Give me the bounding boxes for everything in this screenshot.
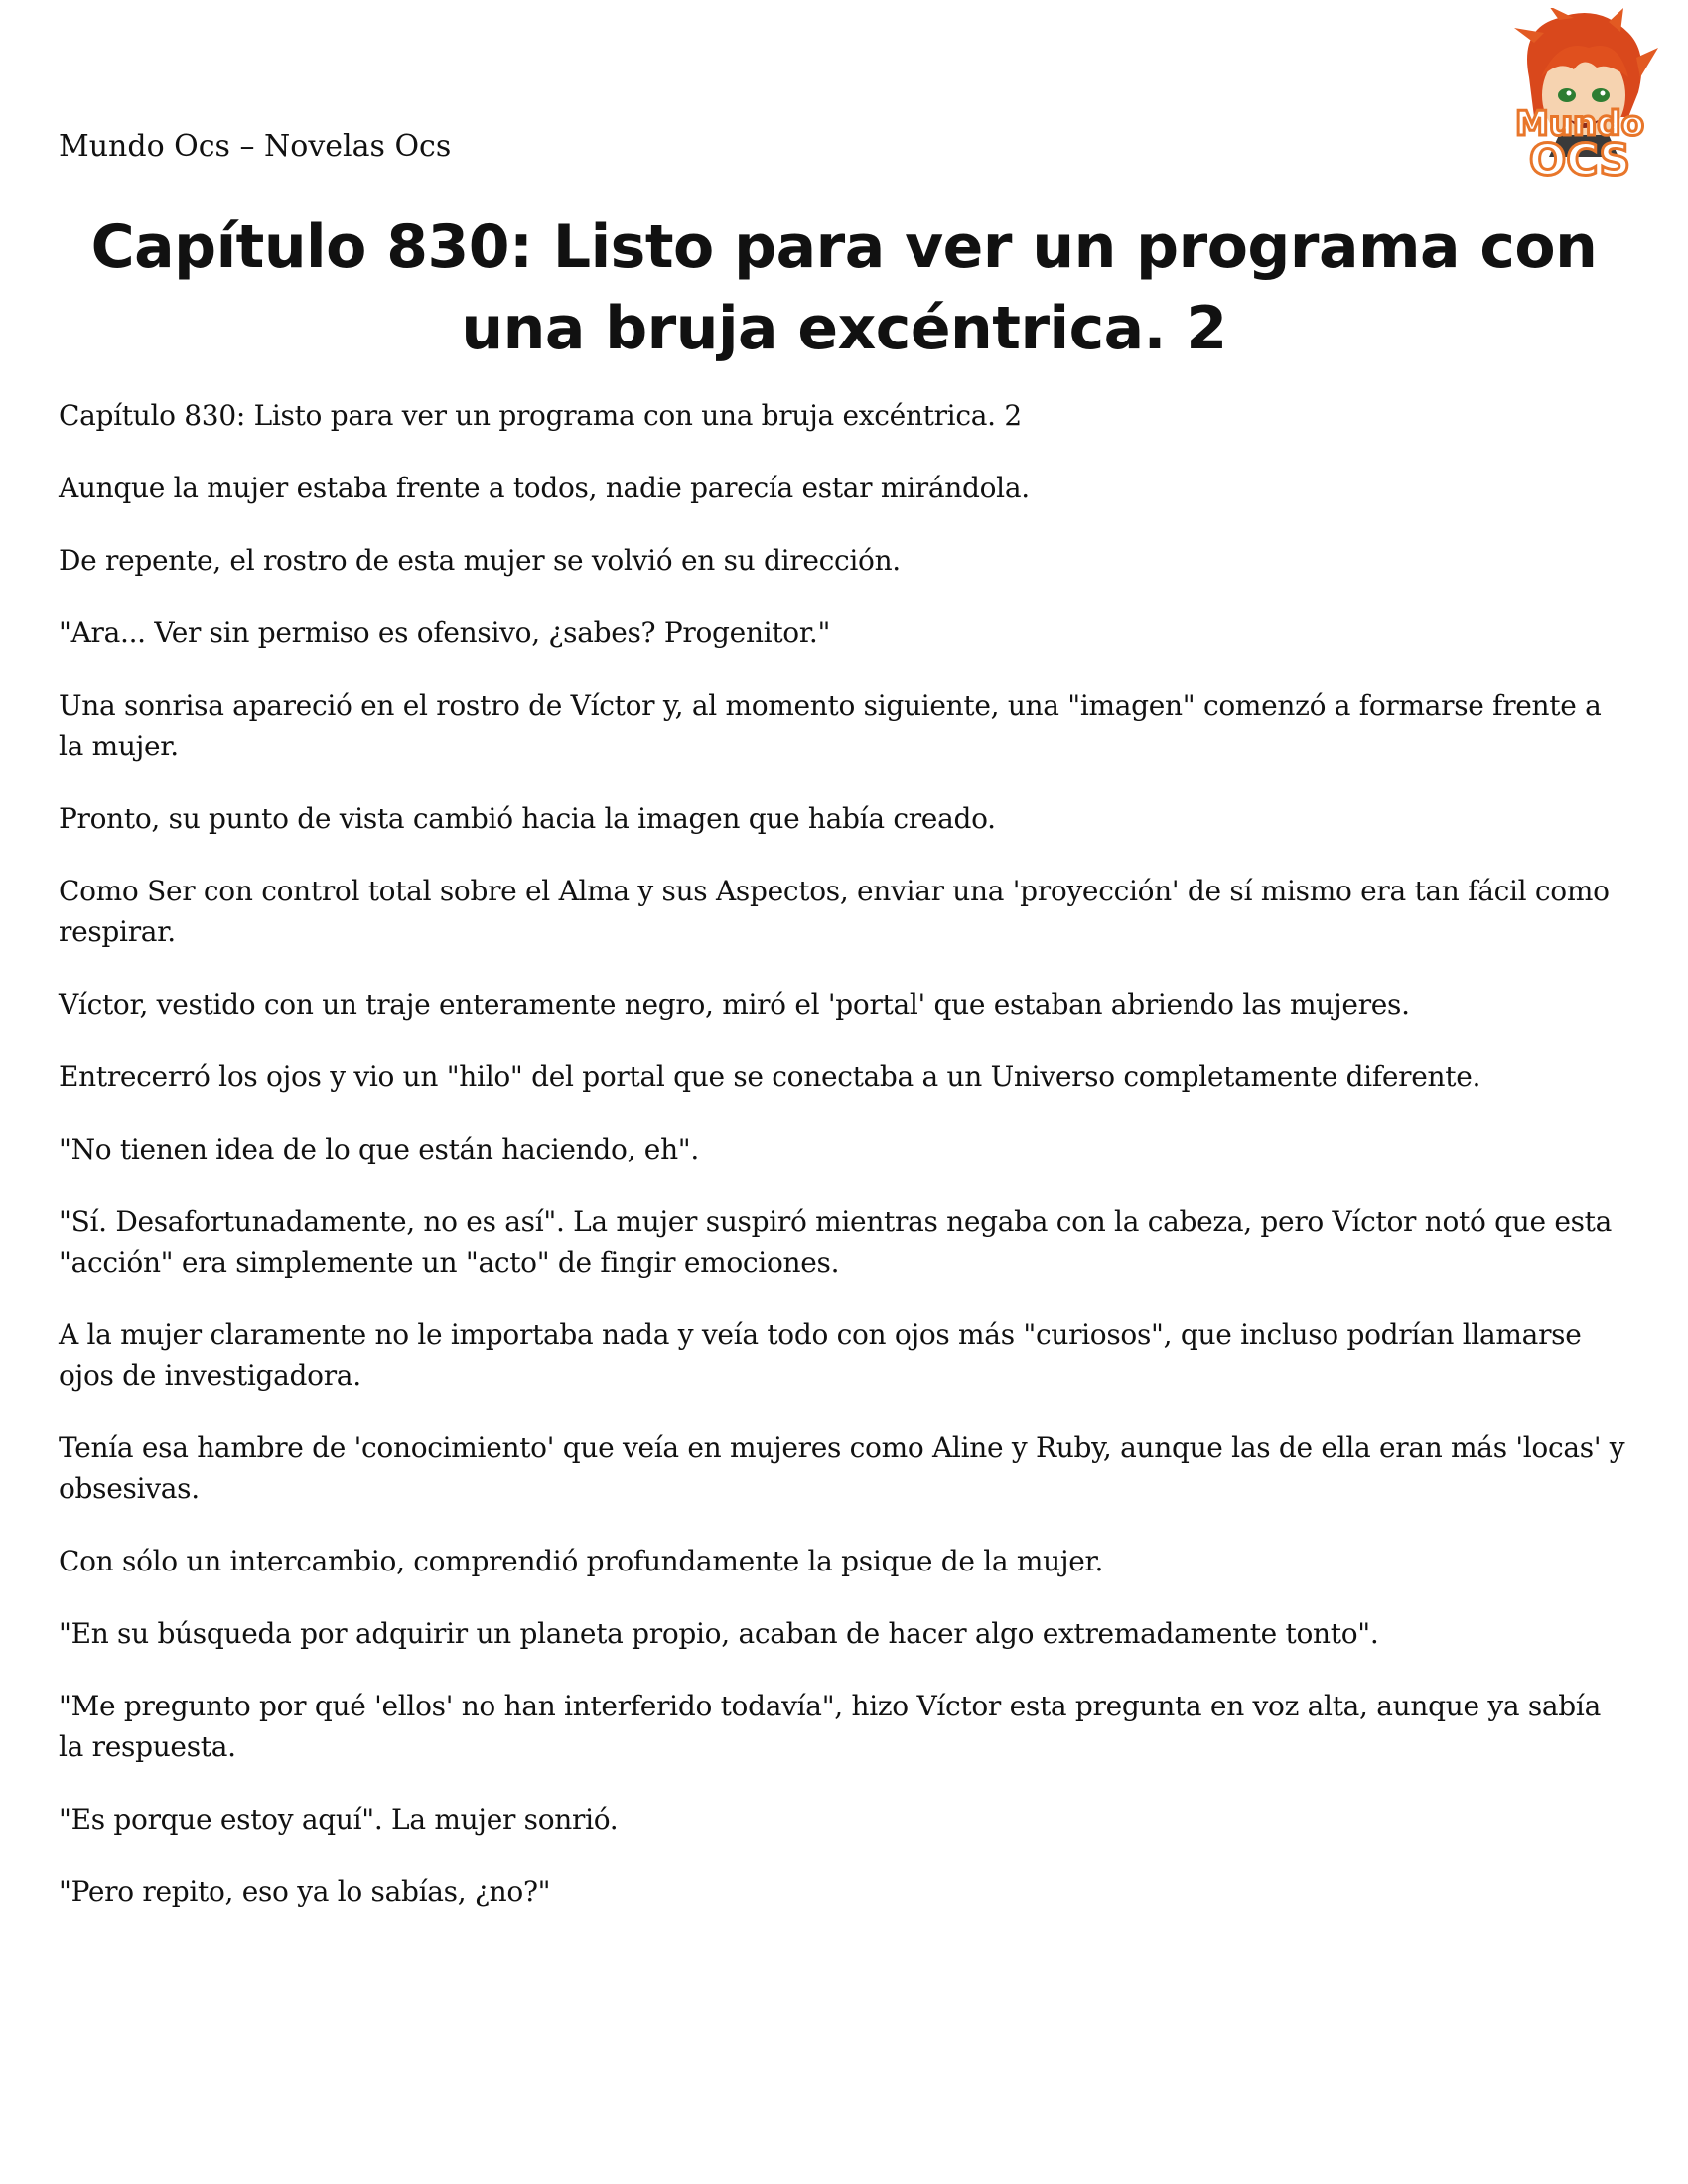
chapter-body xyxy=(59,395,1629,1944)
paragraph: Víctor, vestido con un traje enteramente negro, miró el 'portal' que estaban abriendo las mujeres. xyxy=(59,988,1410,1021)
logo-text-bottom: OCS xyxy=(1528,135,1631,185)
paragraph: "Me pregunto por qué 'ellos' no han interferido todavía", hizo Víctor esta pregunta en voz alta, aunque ya sabía la respuesta. xyxy=(59,1690,1601,1763)
paragraph: Entrecerró los ojos y vio un "hilo" del portal que se conectaba a un Universo completamente diferente. xyxy=(59,1060,1481,1093)
paragraph: Pronto, su punto de vista cambió hacia la imagen que había creado. xyxy=(59,802,996,835)
paragraph: "Pero repito, eso ya lo sabías, ¿no?" xyxy=(59,1875,551,1908)
site-header-label: Mundo Ocs – Novelas Ocs xyxy=(59,129,452,164)
chapter-title: Capítulo 830: Listo para ver un programa con una bruja excéntrica. 2 xyxy=(90,212,1598,363)
paragraph: A la mujer claramente no le importaba nada y veía todo con ojos más "curiosos", que incluso podrían llamarse ojos de investigadora. xyxy=(59,1318,1582,1392)
paragraph: "Ara... Ver sin permiso es ofensivo, ¿sabes? Progenitor." xyxy=(59,616,831,649)
paragraph: Con sólo un intercambio, comprendió profundamente la psique de la mujer. xyxy=(59,1545,1104,1577)
paragraph: "En su búsqueda por adquirir un planeta propio, acaban de hacer algo extremadamente tonto". xyxy=(59,1617,1379,1650)
paragraph: "Es porque estoy aquí". La mujer sonrió. xyxy=(59,1803,619,1836)
paragraph: "No tienen idea de lo que están haciendo, eh". xyxy=(59,1133,699,1165)
mundo-ocs-logo xyxy=(1489,8,1670,185)
paragraph: Como Ser con control total sobre el Alma y sus Aspectos, enviar una 'proyección' de sí mismo era tan fácil como respirar. xyxy=(59,875,1610,948)
paragraph: Aunque la mujer estaba frente a todos, nadie parecía estar mirándola. xyxy=(59,472,1030,504)
paragraph: "Sí. Desafortunadamente, no es así". La mujer suspiró mientras negaba con la cabeza, pero Víctor notó que esta "acción" era simplemente un "acto" de fingir emociones. xyxy=(59,1205,1613,1279)
paragraph: Una sonrisa apareció en el rostro de Víctor y, al momento siguiente, una "imagen" comenzó a formarse frente a la mujer. xyxy=(59,689,1602,762)
paragraph: Capítulo 830: Listo para ver un programa con una bruja excéntrica. 2 xyxy=(59,399,1022,432)
paragraph: De repente, el rostro de esta mujer se volvió en su dirección. xyxy=(59,544,901,577)
paragraph: Tenía esa hambre de 'conocimiento' que veía en mujeres como Aline y Ruby, aunque las de ella eran más 'locas' y obsesivas. xyxy=(59,1432,1625,1505)
logo-text-top: Mundo xyxy=(1515,104,1644,144)
